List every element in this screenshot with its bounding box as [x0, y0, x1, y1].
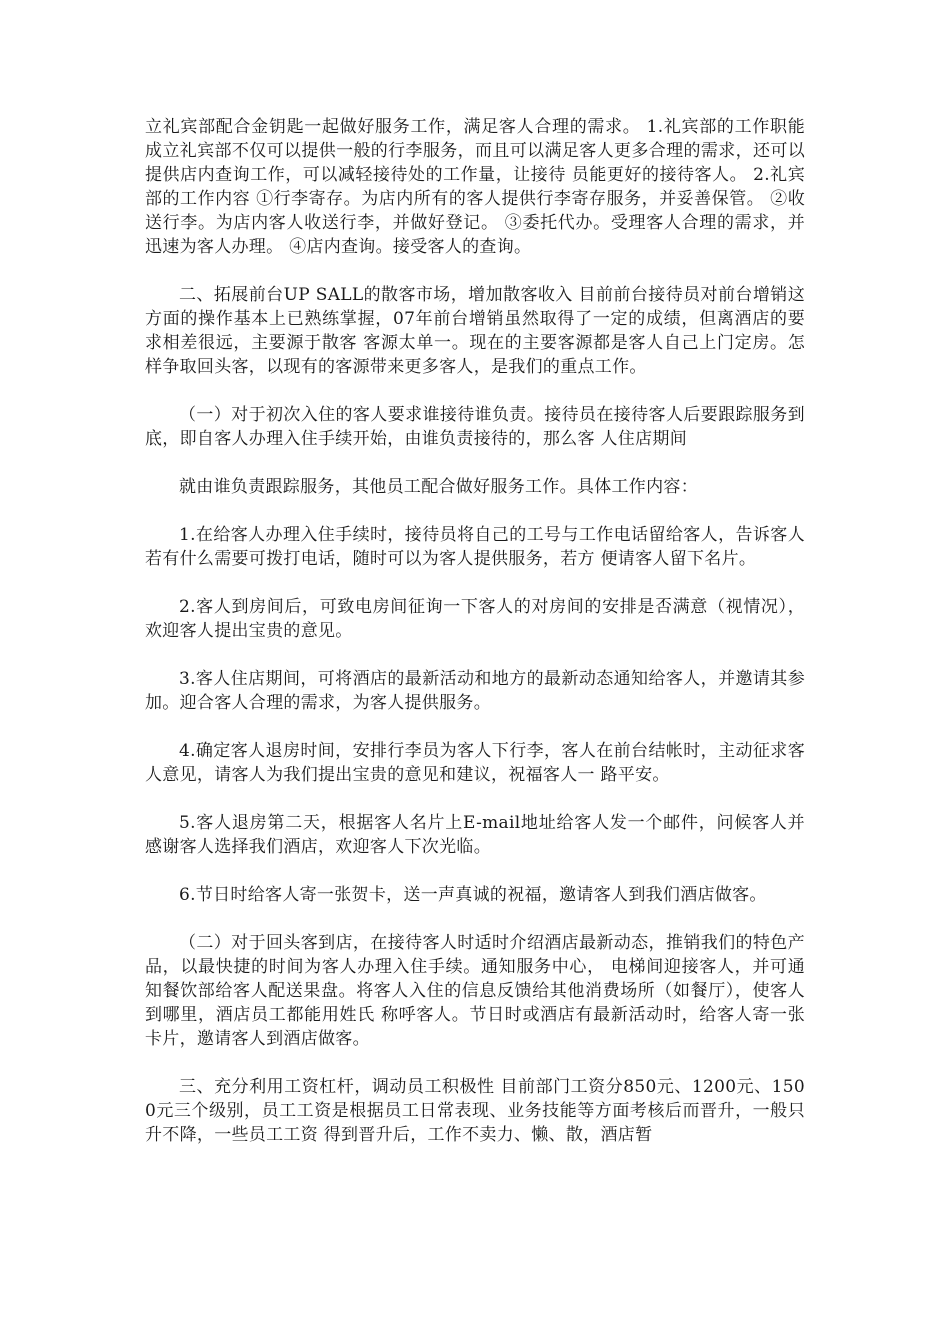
list-item-1: 1.在给客人办理入住手续时，接待员将自己的工号与工作电话留给客人，告诉客人若有什么需要可拨打电话，随时可以为客人提供服务，若方 便请客人留下名片。 — [145, 525, 805, 569]
list-item-5: 5.客人退房第二天，根据客人名片上E-mail地址给客人发一个邮件，问候客人并感谢客人选择我们酒店，欢迎客人下次光临。 — [145, 813, 805, 857]
paragraph-section-three: 三、充分利用工资杠杆，调动员工积极性 目前部门工资分850元、1200元、1500元三个级别，员工工资是根据员工日常表现、业务技能等方面考核后而晋升，一般只升不降，一些员工工资 得到晋升后，工作不卖力、懒、散，酒店暂 — [145, 1077, 805, 1145]
list-item-6: 6.节日时给客人寄一张贺卡，送一声真诚的祝福，邀请客人到我们酒店做客。 — [179, 885, 767, 905]
paragraph-subsection-one: （一）对于初次入住的客人要求谁接待谁负责。接待员在接待客人后要跟踪服务到底，即自客人办理入住手续开始，由谁负责接待的，那么客 人住店期间 — [145, 405, 805, 449]
paragraph-subsection-two: （二）对于回头客到店，在接待客人时适时介绍酒店最新动态，推销我们的特色产品，以最快捷的时间为客人办理入住手续。通知服务中心， 电梯间迎接客人，并可通知餐饮部给客人配送果盘。将客人入住的信息反馈给其他消费场所（如餐厅），使客人到哪里，酒店员工都能用姓氏 称呼客人。节日时或酒店有最新活动时，给客人寄一张卡片，邀请客人到酒店做客。 — [145, 933, 805, 1049]
document-page — [145, 115, 805, 1171]
list-item-4: 4.确定客人退房时间，安排行李员为客人下行李，客人在前台结帐时，主动征求客人意见，请客人为我们提出宝贵的意见和建议，祝福客人一 路平安。 — [145, 741, 805, 785]
paragraph-section-two: 二、拓展前台UP SALL的散客市场，增加散客收入 目前前台接待员对前台增销这方面的操作基本上已熟练掌握，07年前台增销虽然取得了一定的成绩，但离酒店的要求相差很远，主要源于散客 客源太单一。现在的主要客源都是客人自己上门定房。怎样争取回头客，以现有的客源带来更多客人，是我们的重点工作。 — [145, 285, 805, 377]
paragraph-work-content: 就由谁负责跟踪服务，其他员工配合做好服务工作。具体工作内容： — [179, 477, 698, 497]
paragraph-concierge: 立礼宾部配合金钥匙一起做好服务工作，满足客人合理的需求。 1.礼宾部的工作职能 成立礼宾部不仅可以提供一般的行李服务，而且可以满足客人更多合理的需求，还可以提供店内查询工作，可以减轻接待处的工作量，让接待 员能更好的接待客人。 2.礼宾部的工作内容 ①行李寄存。为店内所有的客人提供行李寄存服务，并妥善保管。 ②收送行李。为店内客人收送行李，并做好登记。 ③委托代办。受理客人合理的需求，并迅速为客人办理。 ④店内查询。接受客人的查询。 — [145, 117, 805, 257]
list-item-3: 3.客人住店期间，可将酒店的最新活动和地方的最新动态通知给客人，并邀请其参加。迎合客人合理的需求，为客人提供服务。 — [145, 669, 805, 713]
list-item-2: 2.客人到房间后，可致电房间征询一下客人的对房间的安排是否满意（视情况），欢迎客人提出宝贵的意见。 — [145, 597, 805, 641]
